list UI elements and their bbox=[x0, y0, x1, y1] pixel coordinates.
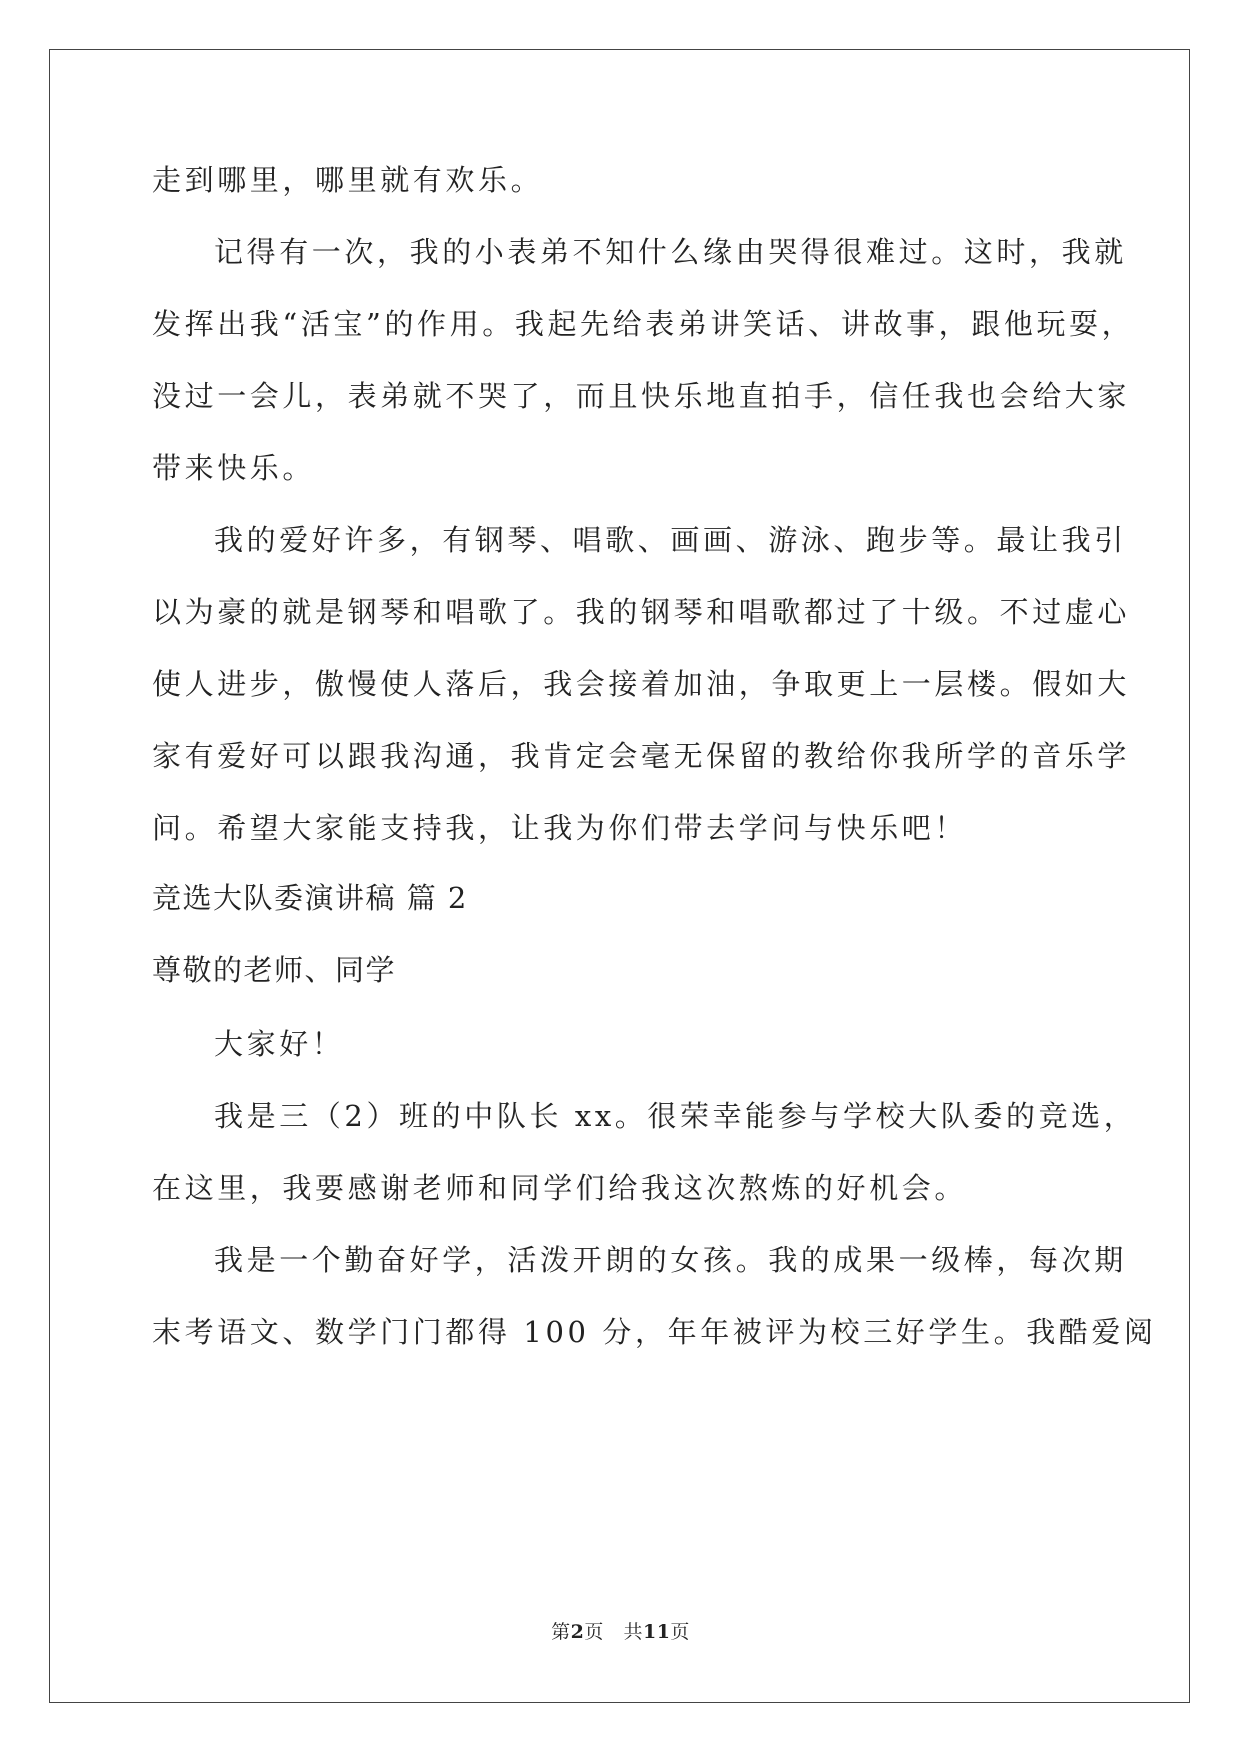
page-number: 2 bbox=[570, 1621, 585, 1643]
section-heading: 竞选大队委演讲稿 篇 2 bbox=[152, 881, 468, 915]
greeting: 大家好！ bbox=[214, 1027, 345, 1061]
paragraph-line: 以为豪的就是钢琴和唱歌了。我的钢琴和唱歌都过了十级。不过虚心 bbox=[152, 595, 1131, 629]
paragraph-line: 在这里，我要感谢老师和同学们给我这次熬炼的好机会。 bbox=[152, 1171, 968, 1205]
page-border bbox=[49, 49, 1190, 1703]
page-prefix: 第 bbox=[551, 1621, 571, 1643]
paragraph-line: 记得有一次，我的小表弟不知什么缘由哭得很难过。这时，我就 bbox=[214, 235, 1127, 269]
paragraph-line: 使人进步，傲慢使人落后，我会接着加油，争取更上一层楼。假如大 bbox=[152, 667, 1131, 701]
paragraph-line: 没过一会儿，表弟就不哭了，而且快乐地直拍手，信任我也会给大家 bbox=[152, 379, 1131, 413]
page-suffix: 页 bbox=[584, 1621, 604, 1643]
salutation: 尊敬的老师、同学 bbox=[152, 953, 397, 987]
paragraph-line: 问。希望大家能支持我，让我为你们带去学问与快乐吧！ bbox=[152, 811, 968, 845]
paragraph-line: 家有爱好可以跟我沟通，我肯定会毫无保留的教给你我所学的音乐学 bbox=[152, 739, 1131, 773]
paragraph-line: 我是三（2）班的中队长 xx。很荣幸能参与学校大队委的竞选， bbox=[214, 1099, 1137, 1133]
page-footer bbox=[0, 1617, 1241, 1644]
total-prefix: 共 bbox=[623, 1621, 643, 1643]
total-suffix: 页 bbox=[670, 1621, 690, 1643]
paragraph-line: 我是一个勤奋好学，活泼开朗的女孩。我的成果一级棒，每次期 bbox=[214, 1243, 1127, 1277]
paragraph-line: 带来快乐。 bbox=[152, 451, 316, 485]
paragraph-line: 走到哪里，哪里就有欢乐。 bbox=[152, 163, 544, 197]
total-pages: 11 bbox=[642, 1621, 671, 1643]
paragraph-line: 末考语文、数学门门都得 100 分，年年被评为校三好学生。我酷爱阅 bbox=[152, 1315, 1157, 1349]
paragraph-line: 我的爱好许多，有钢琴、唱歌、画画、游泳、跑步等。最让我引 bbox=[214, 523, 1127, 557]
paragraph-line: 发挥出我“活宝”的作用。我起先给表弟讲笑话、讲故事，跟他玩耍， bbox=[152, 307, 1135, 341]
